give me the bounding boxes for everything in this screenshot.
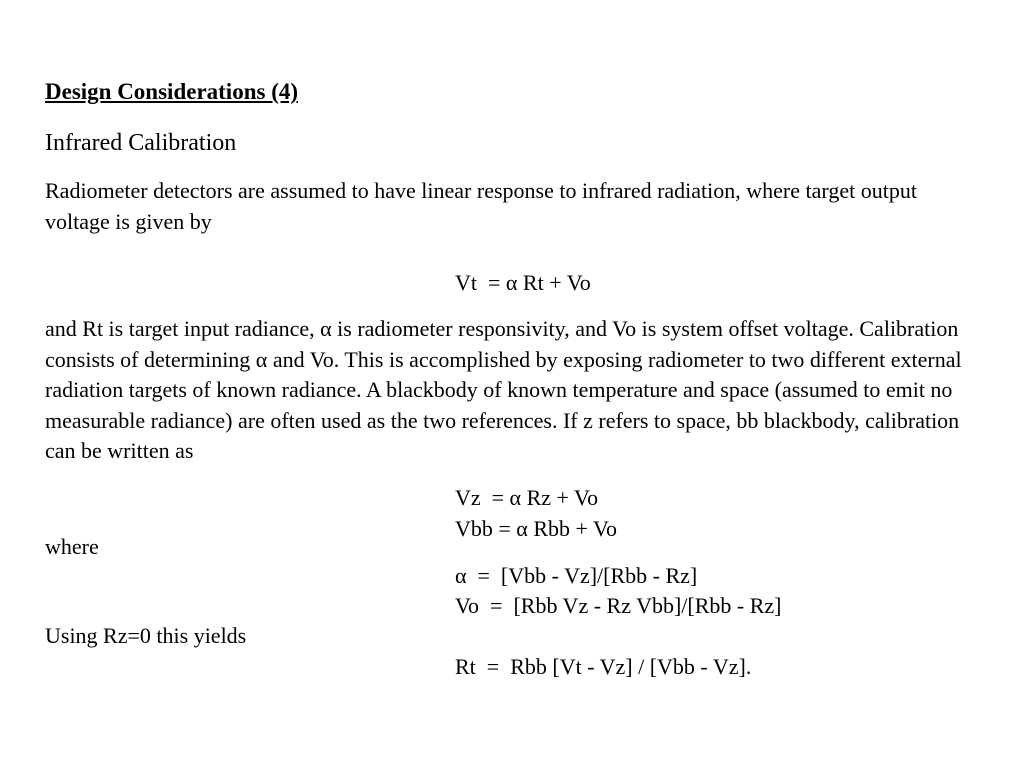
equation-blackbody-voltage: Vbb = α Rbb + Vo: [455, 516, 618, 541]
where-label: where: [45, 534, 99, 559]
slide-subtitle: Infrared Calibration: [45, 130, 237, 156]
calibration-paragraph: and Rt is target input radiance, α is radiometer responsivity, and Vo is system offset voltage. Calibration consists of determining α and Vo. This is accomplished by exposing radiometer to two different external radiation targets of known radiance. A blackbody of known temperature and space (assumed to emit no measurable radiance) are often used as the two references. If z refers to space, bb blackbody, calibration can be written as: [45, 316, 962, 463]
intro-paragraph: Radiometer detectors are assumed to have linear response to infrared radiation, where target output voltage is given by: [45, 178, 917, 234]
equation-target-voltage: Vt = α Rt + Vo: [455, 270, 591, 295]
equation-space-voltage: Vz = α Rz + Vo: [455, 485, 599, 510]
using-label: Using Rz=0 this yields: [45, 623, 247, 648]
equation-radiance-result: Rt = Rbb [Vt - Vz] / [Vbb - Vz].: [455, 654, 752, 679]
equation-offset: Vo = [Rbb Vz - Rz Vbb]/[Rbb - Rz]: [455, 593, 782, 618]
slide-title: Design Considerations (4): [45, 79, 299, 104]
equation-responsivity: α = [Vbb - Vz]/[Rbb - Rz]: [455, 563, 698, 588]
